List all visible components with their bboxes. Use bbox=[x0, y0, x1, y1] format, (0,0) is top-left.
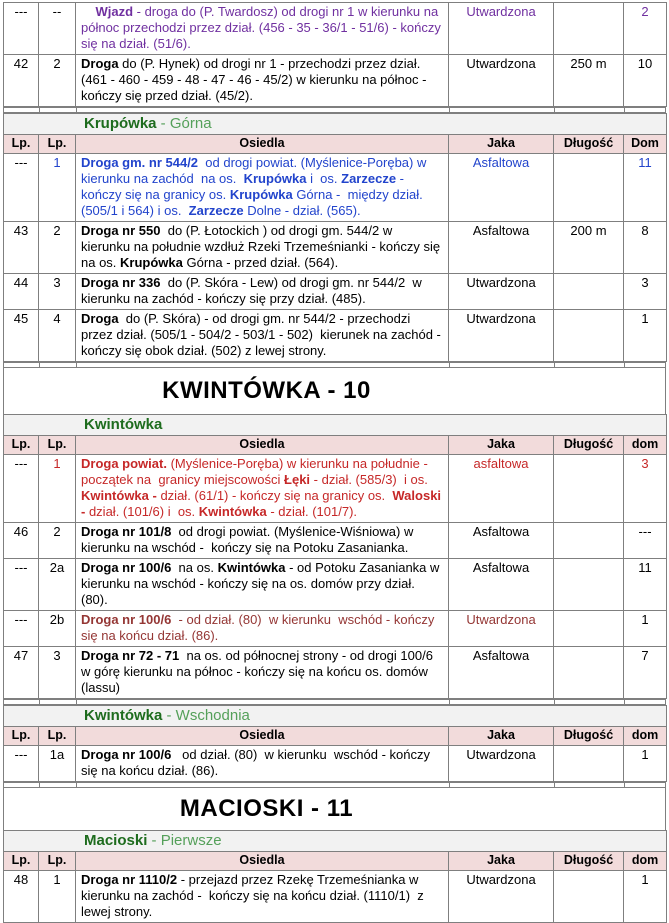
section-suffix: - Pierwsze bbox=[147, 832, 222, 849]
cell-lp-sub: 1 bbox=[39, 154, 76, 222]
table-gap bbox=[3, 782, 666, 788]
column-tick bbox=[554, 363, 555, 367]
cell-dom: 2 bbox=[624, 3, 667, 55]
cell-jaka: Asfaltowa bbox=[449, 154, 554, 222]
section-header-row bbox=[4, 415, 667, 436]
header-dom: dom bbox=[624, 727, 667, 746]
column-header-row bbox=[4, 727, 667, 746]
column-header-row bbox=[4, 436, 667, 455]
header-jaka: Jaka bbox=[449, 852, 554, 871]
section-header-row bbox=[4, 706, 667, 727]
header-lp-sub: Lp. bbox=[39, 436, 76, 455]
header-lp-sub: Lp. bbox=[39, 727, 76, 746]
header-dom: Dom bbox=[624, 135, 667, 154]
header-lp-main: Lp. bbox=[4, 436, 39, 455]
cell-dom: 1 bbox=[624, 871, 667, 923]
column-tick bbox=[76, 783, 77, 787]
header-dlugosc: Długość bbox=[554, 727, 624, 746]
cell-osiedla: Droga nr 100/6 na os. Kwintówka - od Potoku Zasanianka w kierunku na wschód - kończy się na os. domów przy dział. (80). bbox=[76, 559, 449, 611]
cell-osiedla: Droga gm. nr 544/2 od drogi powiat. (Myślenice-Poręba) w kierunku na zachód na os. Krupówka i os. Zarzecze - kończy się na granicy os. Krupówka Górna - między dział. (505/1 i 564) i os. Zarzecze Dolne - dział. (565). bbox=[76, 154, 449, 222]
roads-table-macioski bbox=[3, 830, 667, 923]
section-header-row bbox=[4, 831, 667, 852]
header-osiedla: Osiedla bbox=[76, 852, 449, 871]
header-dlugosc: Długość bbox=[554, 436, 624, 455]
header-jaka: Jaka bbox=[449, 436, 554, 455]
section-header-row bbox=[4, 114, 667, 135]
cell-dlugosc: 200 m bbox=[554, 222, 624, 274]
cell-lp-main: 44 bbox=[4, 274, 39, 310]
cell-lp-sub: 2 bbox=[39, 222, 76, 274]
column-header-row bbox=[4, 135, 667, 154]
cell-osiedla: Droga nr 100/6 - od dział. (80) w kierunku wschód - kończy się na końcu dział. (86). bbox=[76, 611, 449, 647]
cell-osiedla: Droga nr 100/6 od dział. (80) w kierunku wschód - kończy się na końcu dział. (86). bbox=[76, 746, 449, 782]
cell-dlugosc bbox=[554, 746, 624, 782]
cell-dlugosc bbox=[554, 3, 624, 55]
header-dom: dom bbox=[624, 852, 667, 871]
header-osiedla: Osiedla bbox=[76, 436, 449, 455]
roads-table-top bbox=[3, 2, 667, 107]
column-tick bbox=[76, 363, 77, 367]
cell-lp-main: --- bbox=[4, 746, 39, 782]
cell-dlugosc bbox=[554, 871, 624, 923]
cell-osiedla: Droga nr 72 - 71 na os. od północnej strony - od drogi 100/6 w górę kierunku na północ - kończy się na końcu os. domów (lassu) bbox=[76, 647, 449, 699]
cell-jaka: Asfaltowa bbox=[449, 559, 554, 611]
column-tick bbox=[39, 108, 40, 112]
cell-jaka: Utwardzona bbox=[449, 3, 554, 55]
cell-dom: 3 bbox=[624, 455, 667, 523]
section-suffix: - Wschodnia bbox=[162, 707, 250, 724]
table-gap bbox=[3, 699, 666, 705]
column-tick bbox=[554, 700, 555, 704]
column-tick bbox=[624, 700, 625, 704]
roads-table-krupowka-gorna bbox=[3, 113, 667, 362]
cell-dlugosc bbox=[554, 274, 624, 310]
cell-lp-sub: 2b bbox=[39, 611, 76, 647]
cell-jaka: asfaltowa bbox=[449, 455, 554, 523]
cell-osiedla: Droga nr 101/8 od drogi powiat. (Myślenice-Wiśniowa) w kierunku na wschód - kończy się na Potoku Zasanianka. bbox=[76, 523, 449, 559]
cell-lp-main: --- bbox=[4, 3, 39, 55]
cell-lp-main: --- bbox=[4, 154, 39, 222]
table-row bbox=[4, 154, 667, 222]
cell-jaka: Utwardzona bbox=[449, 274, 554, 310]
roads-table-kwintowka bbox=[3, 414, 667, 699]
section-name: Kwintówka bbox=[84, 707, 163, 724]
cell-dlugosc bbox=[554, 523, 624, 559]
cell-jaka: Utwardzona bbox=[449, 611, 554, 647]
cell-jaka: Asfaltowa bbox=[449, 222, 554, 274]
cell-lp-main: 43 bbox=[4, 222, 39, 274]
cell-jaka: Utwardzona bbox=[449, 746, 554, 782]
cell-lp-main: 42 bbox=[4, 55, 39, 107]
cell-dlugosc bbox=[554, 647, 624, 699]
locality-title-zone bbox=[3, 368, 666, 414]
locality-title-zone bbox=[3, 788, 666, 830]
section-header bbox=[4, 415, 667, 436]
cell-dlugosc bbox=[554, 310, 624, 362]
cell-lp-main: --- bbox=[4, 611, 39, 647]
table-row bbox=[4, 455, 667, 523]
cell-osiedla: Droga do (P. Hynek) od drogi nr 1 - przechodzi przez dział. (461 - 460 - 459 - 48 - 47 - 46 - 45/2) w kierunku na północ - kończy się przed dział. (45/2). bbox=[76, 55, 449, 107]
cell-lp-main: --- bbox=[4, 559, 39, 611]
column-tick bbox=[624, 108, 625, 112]
table-gap bbox=[3, 107, 666, 113]
section-header bbox=[4, 114, 667, 135]
cell-dom: 1 bbox=[624, 310, 667, 362]
header-jaka: Jaka bbox=[449, 135, 554, 154]
table-row bbox=[4, 222, 667, 274]
column-tick bbox=[76, 108, 77, 112]
column-tick bbox=[624, 363, 625, 367]
section-header bbox=[4, 706, 667, 727]
cell-lp-sub: 1 bbox=[39, 455, 76, 523]
header-lp-main: Lp. bbox=[4, 727, 39, 746]
cell-dlugosc: 250 m bbox=[554, 55, 624, 107]
column-tick bbox=[39, 700, 40, 704]
header-osiedla: Osiedla bbox=[76, 727, 449, 746]
cell-dom: 1 bbox=[624, 611, 667, 647]
cell-dlugosc bbox=[554, 455, 624, 523]
roads-table-kwintowka-wschodnia bbox=[3, 705, 667, 782]
cell-dom: --- bbox=[624, 523, 667, 559]
column-tick bbox=[449, 700, 450, 704]
cell-lp-sub: 4 bbox=[39, 310, 76, 362]
table-row bbox=[4, 523, 667, 559]
header-lp-main: Lp. bbox=[4, 135, 39, 154]
cell-osiedla: Droga powiat. (Myślenice-Poręba) w kierunku na południe - początek na granicy miejscowości Łęki - dział. (585/3) i os. Kwintówka - dział. (61/1) - kończy się na granicy os. Waloski - dział. (101/6) i os. Kwintówka - dział. (101/7). bbox=[76, 455, 449, 523]
section-header bbox=[4, 831, 667, 852]
cell-osiedla: Droga nr 1110/2 - przejazd przez Rzekę Trzemeśnianka w kierunku na zachód - kończy się na końcu dział. (1110/1) z lewej strony. bbox=[76, 871, 449, 923]
cell-dlugosc bbox=[554, 559, 624, 611]
header-lp-sub: Lp. bbox=[39, 135, 76, 154]
cell-lp-main: 48 bbox=[4, 871, 39, 923]
cell-jaka: Utwardzona bbox=[449, 871, 554, 923]
column-tick bbox=[39, 783, 40, 787]
header-dom: dom bbox=[624, 436, 667, 455]
header-jaka: Jaka bbox=[449, 727, 554, 746]
locality-title: MACIOSKI - 11 bbox=[179, 795, 354, 822]
section-suffix: - Górna bbox=[156, 115, 212, 132]
cell-lp-main: --- bbox=[4, 455, 39, 523]
section-name: Macioski bbox=[84, 832, 148, 849]
cell-dlugosc bbox=[554, 611, 624, 647]
table-row bbox=[4, 746, 667, 782]
column-tick bbox=[449, 363, 450, 367]
table-row bbox=[4, 55, 667, 107]
cell-lp-sub: 2a bbox=[39, 559, 76, 611]
table-row bbox=[4, 611, 667, 647]
table-row bbox=[4, 647, 667, 699]
table-gap bbox=[3, 362, 666, 368]
cell-lp-main: 46 bbox=[4, 523, 39, 559]
cell-dlugosc bbox=[554, 154, 624, 222]
column-tick bbox=[39, 363, 40, 367]
column-tick bbox=[554, 108, 555, 112]
cell-lp-sub: 3 bbox=[39, 647, 76, 699]
cell-lp-sub: 2 bbox=[39, 523, 76, 559]
cell-jaka: Asfaltowa bbox=[449, 523, 554, 559]
cell-dom: 7 bbox=[624, 647, 667, 699]
cell-dom: 8 bbox=[624, 222, 667, 274]
cell-lp-sub: 1a bbox=[39, 746, 76, 782]
column-tick bbox=[624, 783, 625, 787]
cell-dom: 11 bbox=[624, 559, 667, 611]
column-tick bbox=[449, 783, 450, 787]
cell-lp-main: 45 bbox=[4, 310, 39, 362]
header-osiedla: Osiedla bbox=[76, 135, 449, 154]
cell-dom: 10 bbox=[624, 55, 667, 107]
cell-lp-sub: 1 bbox=[39, 871, 76, 923]
column-tick bbox=[554, 783, 555, 787]
cell-lp-sub: 2 bbox=[39, 55, 76, 107]
cell-lp-sub: 3 bbox=[39, 274, 76, 310]
column-tick bbox=[76, 700, 77, 704]
cell-dom: 1 bbox=[624, 746, 667, 782]
section-name: Kwintówka bbox=[84, 416, 163, 433]
table-row bbox=[4, 274, 667, 310]
header-lp-sub: Lp. bbox=[39, 852, 76, 871]
cell-jaka: Asfaltowa bbox=[449, 647, 554, 699]
cell-lp-sub: -- bbox=[39, 3, 76, 55]
cell-dom: 3 bbox=[624, 274, 667, 310]
locality-title: KWINTÓWKA - 10 bbox=[162, 377, 371, 404]
cell-dom: 11 bbox=[624, 154, 667, 222]
column-tick bbox=[449, 108, 450, 112]
table-row bbox=[4, 310, 667, 362]
table-row bbox=[4, 3, 667, 55]
table-row bbox=[4, 559, 667, 611]
table-row bbox=[4, 871, 667, 923]
cell-lp-main: 47 bbox=[4, 647, 39, 699]
cell-osiedla: Droga nr 550 do (P. Łotockich ) od drogi gm. 544/2 w kierunku na południe wzdłuż Rzeki Trzemeśnianki - kończy się na os. Krupówka Górna - przed dział. (564). bbox=[76, 222, 449, 274]
column-header-row bbox=[4, 852, 667, 871]
cell-osiedla: Droga do (P. Skóra) - od drogi gm. nr 544/2 - przechodzi przez dział. (505/1 - 504/2 - 503/1 - 502) kierunek na zachód - kończy się obok dział. (502) z lewej strony. bbox=[76, 310, 449, 362]
cell-osiedla: Droga nr 336 do (P. Skóra - Lew) od drogi gm. nr 544/2 w kierunku na zachód - kończy się przy dział. (485). bbox=[76, 274, 449, 310]
section-name: Krupówka bbox=[84, 115, 157, 132]
cell-jaka: Utwardzona bbox=[449, 310, 554, 362]
header-dlugosc: Długość bbox=[554, 852, 624, 871]
document-page bbox=[3, 2, 666, 923]
cell-osiedla: Wjazd - droga do (P. Twardosz) od drogi nr 1 w kierunku na północ przechodzi przez dział. (456 - 35 - 36/1 - 51/6) - kończy się na dział. (51/6). bbox=[76, 3, 449, 55]
cell-jaka: Utwardzona bbox=[449, 55, 554, 107]
header-dlugosc: Długość bbox=[554, 135, 624, 154]
header-lp-main: Lp. bbox=[4, 852, 39, 871]
